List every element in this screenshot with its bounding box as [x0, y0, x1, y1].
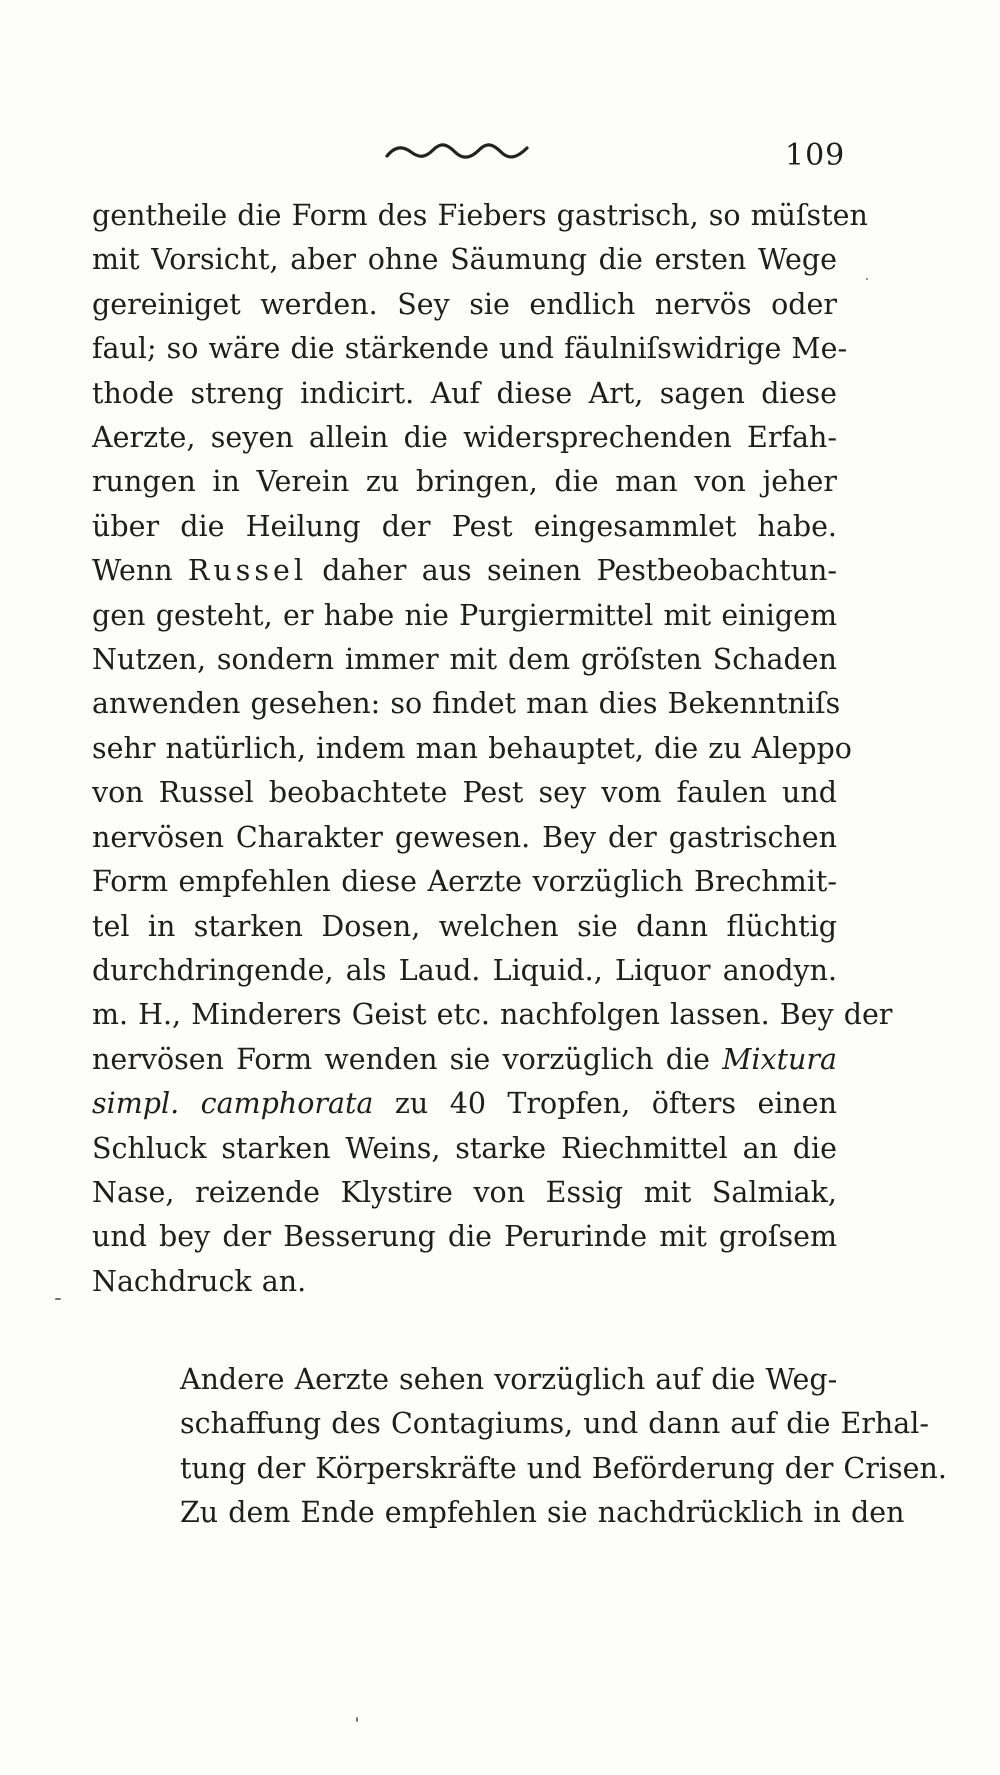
text-line: über die Heilung der Pest eingesammlet habe.: [92, 509, 837, 543]
wavy-rule-ornament-icon: [385, 138, 530, 168]
text-line: gentheile die Form des Fiebers gastrisch, so müſsten: [92, 199, 868, 232]
text-line: schaffung des Contagiums, und dann auf die Erhal-: [180, 1407, 930, 1441]
text-line: mit Vorsicht, aber ohne Säumung die ersten Wege: [92, 243, 837, 277]
text-line: Nachdruck an.: [92, 1264, 307, 1298]
text-line: tel in starken Dosen, welchen sie dann flüchtig: [92, 909, 837, 943]
text-line: durchdringende, als Laud. Liquid., Liquor anodyn.: [92, 953, 837, 987]
text-line: rungen in Verein zu bringen, die man von jeher: [92, 465, 837, 499]
text-segment: zu 40 Tropfen, öfters einen: [394, 1087, 838, 1121]
margin-mark: [356, 1717, 358, 1722]
margin-mark: [55, 1298, 61, 1300]
text-line: und bey der Besserung die Perurinde mit groſsem: [92, 1220, 837, 1254]
text-line: [92, 549, 837, 593]
text-line: Nutzen, sondern immer mit dem gröſsten Schaden: [92, 643, 837, 677]
text-line: Aerzte, seyen allein die widersprechenden Erfah-: [92, 421, 837, 455]
paragraph-second: [102, 1358, 947, 1536]
text-line: m. H., Minderers Geist etc. nachfolgen lassen. Bey der: [92, 998, 893, 1032]
text-line: anwenden gesehen: so findet man dies Bekenntniſs: [92, 687, 841, 721]
paragraph-main: [92, 194, 893, 1304]
page-number: 109: [785, 138, 846, 173]
text-line: gen gesteht, er habe nie Purgiermittel mit einigem: [92, 598, 837, 632]
text-line: thode streng indicirt. Auf diese Art, sagen diese: [92, 376, 837, 410]
text-line: tung der Körperskräfte und Beförderung der Crisen.: [180, 1451, 947, 1485]
text-segment: daher aus seinen Pestbeobachtun-: [322, 554, 837, 588]
text-line: [92, 1038, 837, 1082]
text-line: faul; so wäre die stärkende und fäulniſswidrige Me-: [92, 332, 848, 366]
text-line: Form empfehlen diese Aerzte vorzüglich Brechmit-: [92, 865, 837, 899]
text-line: Andere Aerzte sehen vorzüglich auf die Weg-: [180, 1363, 838, 1396]
text-line: von Russel beobachtete Pest sey vom faulen und: [92, 776, 837, 810]
text-line: Nase, reizende Klystire von Essig mit Salmiak,: [92, 1175, 837, 1209]
text-line: gereiniget werden. Sey sie endlich nervös oder: [92, 287, 837, 321]
margin-mark: [866, 278, 868, 280]
text-segment: nervösen Form wenden sie vorzüglich die: [92, 1042, 710, 1076]
text-line: [92, 1082, 837, 1126]
text-line: sehr natürlich, indem man behauptet, die zu Aleppo: [92, 731, 852, 765]
text-line: Schluck starken Weins, starke Riechmittel an die: [92, 1131, 837, 1165]
italic-term: simpl. camphorata: [92, 1087, 374, 1121]
italic-term: Mixtura: [722, 1042, 838, 1076]
page-header: [0, 138, 1000, 178]
text-line: nervösen Charakter gewesen. Bey der gastrischen: [92, 820, 837, 854]
text-segment: Wenn: [92, 554, 173, 588]
author-name-spaced: Russel: [187, 554, 307, 588]
text-line: Zu dem Ende empfehlen sie nachdrücklich in den: [180, 1496, 905, 1530]
